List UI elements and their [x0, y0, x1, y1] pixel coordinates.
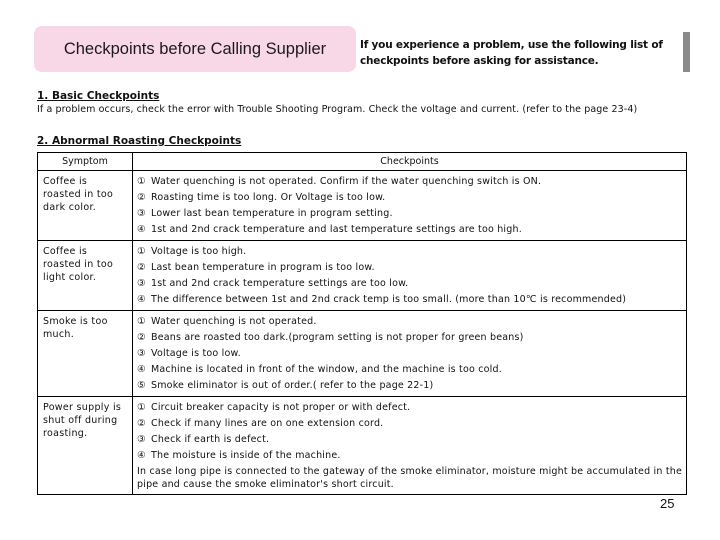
table-row — [38, 241, 687, 311]
symptom-cell: Smoke is too much. — [38, 311, 133, 397]
item-text: Voltage is too low. — [151, 348, 241, 359]
item-number: ③ — [137, 208, 146, 219]
side-bar-decoration — [683, 32, 690, 72]
checkpoint-note: In case long pipe is connected to the gateway of the smoke eliminator, moisture might be accumulated in the pipe and cause the smoke eliminator's short circuit. — [137, 466, 683, 490]
checkpoint-item — [137, 416, 684, 432]
item-number: ③ — [137, 434, 146, 445]
item-number: ④ — [137, 364, 146, 375]
intro-line-1: If you experience a problem, use the following list of — [360, 39, 663, 51]
item-number: ② — [137, 332, 146, 343]
item-number: ② — [137, 192, 146, 203]
item-number: ④ — [137, 294, 146, 305]
item-number: ① — [137, 176, 146, 187]
item-text: The difference between 1st and 2nd crack temp is too small. (more than 10℃ is recommended) — [151, 294, 627, 305]
checkpoint-item — [137, 292, 684, 308]
item-text: Smoke eliminator is out of order.( refer to the page 22-1) — [151, 380, 434, 391]
checkpoints-cell — [133, 397, 687, 495]
item-text: Water quenching is not operated. — [151, 316, 317, 327]
item-text: The moisture is inside of the machine. — [151, 450, 341, 461]
item-text: 1st and 2nd crack temperature and last temperature settings are too high. — [151, 224, 522, 235]
item-text: Roasting time is too long. Or Voltage is too low. — [151, 192, 386, 203]
item-text: Circuit breaker capacity is not proper or with defect. — [151, 402, 411, 413]
checkpoints-cell — [133, 241, 687, 311]
checkpoint-item — [137, 330, 684, 346]
checkpoint-item — [137, 314, 684, 330]
checkpoint-item — [137, 378, 684, 394]
item-number: ④ — [137, 224, 146, 235]
table-row — [38, 311, 687, 397]
page-title-box — [34, 26, 356, 72]
intro-text — [360, 37, 680, 69]
item-number: ⑤ — [137, 380, 146, 391]
item-text: Beans are roasted too dark.(program setting is not proper for green beans) — [151, 332, 524, 343]
checkpoints-table — [37, 152, 687, 495]
checkpoint-item — [137, 190, 684, 206]
item-number: ① — [137, 316, 146, 327]
table-row — [38, 397, 687, 495]
item-number: ③ — [137, 348, 146, 359]
item-text: Last bean temperature in program is too low. — [151, 262, 375, 273]
item-number: ② — [137, 418, 146, 429]
symptom-column-header: Symptom — [38, 153, 133, 171]
symptom-cell: Coffee is roasted in too dark color. — [38, 171, 133, 241]
checkpoint-item — [137, 346, 684, 362]
item-text: Water quenching is not operated. Confirm if the water quenching switch is ON. — [151, 176, 542, 187]
item-number: ② — [137, 262, 146, 273]
checkpoints-column-header: Checkpoints — [133, 153, 687, 171]
checkpoint-item — [137, 400, 684, 416]
symptom-cell: Power supply is shut off during roasting. — [38, 397, 133, 495]
item-number: ④ — [137, 450, 146, 461]
intro-line-2: checkpoints before asking for assistance. — [360, 55, 599, 67]
item-text: Lower last bean temperature in program setting. — [151, 208, 393, 219]
checkpoint-item — [137, 448, 684, 464]
checkpoints-cell — [133, 171, 687, 241]
checkpoint-item — [137, 432, 684, 448]
symptom-cell: Coffee is roasted in too light color. — [38, 241, 133, 311]
item-text: Voltage is too high. — [151, 246, 247, 257]
section1-text: If a problem occurs, check the error with Trouble Shooting Program. Check the voltage and current. (refer to the page 23-4) — [37, 104, 638, 115]
checkpoints-cell — [133, 311, 687, 397]
section2-heading: 2. Abnormal Roasting Checkpoints — [37, 135, 242, 147]
checkpoint-item — [137, 222, 684, 238]
item-text: Check if earth is defect. — [151, 434, 270, 445]
table-header-row — [38, 153, 687, 171]
checkpoint-item — [137, 260, 684, 276]
item-text: Check if many lines are on one extension cord. — [151, 418, 384, 429]
item-number: ① — [137, 402, 146, 413]
checkpoint-item — [137, 362, 684, 378]
item-number: ③ — [137, 278, 146, 289]
checkpoint-item — [137, 244, 684, 260]
checkpoint-item — [137, 174, 684, 190]
section1-heading: 1. Basic Checkpoints — [37, 90, 160, 102]
table-row — [38, 171, 687, 241]
page-number: 25 — [660, 496, 675, 511]
checkpoint-item — [137, 206, 684, 222]
page-title: Checkpoints before Calling Supplier — [63, 39, 327, 58]
checkpoint-item — [137, 276, 684, 292]
item-text: Machine is located in front of the window, and the machine is too cold. — [151, 364, 502, 375]
item-text: 1st and 2nd crack temperature settings are too low. — [151, 278, 409, 289]
item-number: ① — [137, 246, 146, 257]
